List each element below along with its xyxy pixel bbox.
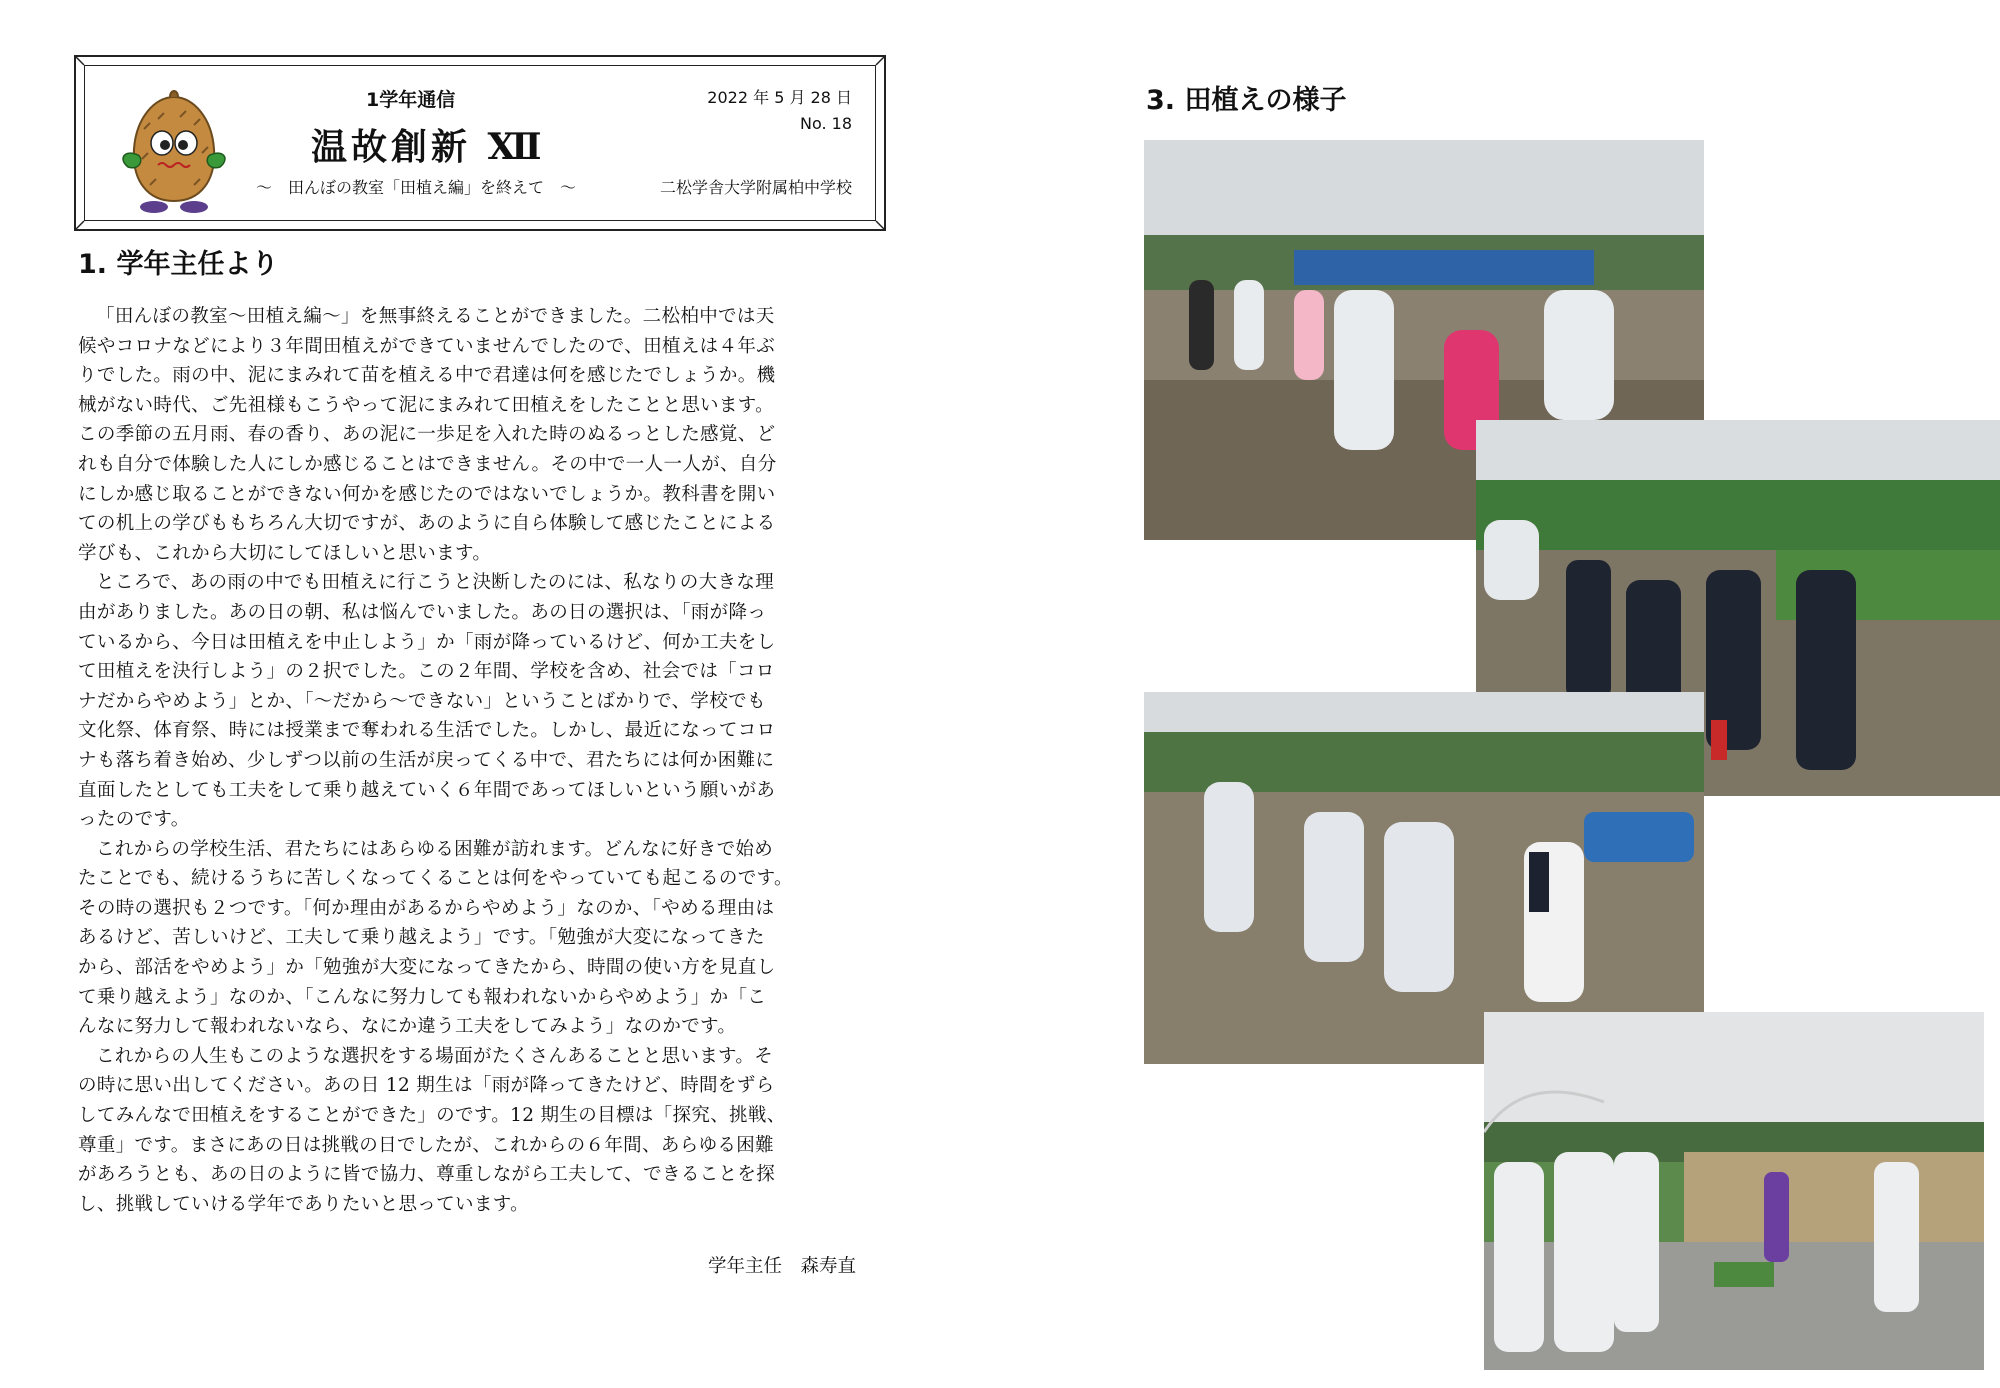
- rice-planting-photo-3: [1144, 692, 1704, 1064]
- newsletter-title: 温故創新 Ⅻ: [311, 126, 546, 168]
- body-text-line: て田植えを決行しよう」の２択でした。この２年間、学校を含め、社会では「コロ: [78, 661, 775, 683]
- body-text-line: あるけど、苦しいけど、工夫して乗り越えよう」です。「勉強が大変になってきた: [78, 927, 765, 949]
- section-heading-grade-leader: 1. 学年主任より: [78, 249, 279, 280]
- body-text-line: んなに努力して報われないなら、なにか違う工夫をしてみよう」なのかです。: [78, 1016, 737, 1038]
- newsletter-header: [74, 55, 886, 231]
- body-text-line: ナだからやめよう」とか、「～だから～できない」ということばかりで、学校でも: [78, 690, 766, 712]
- body-text-line: 械がない時代、ご先祖様もこうやって泥にまみれて田植えをしたことと思います。: [78, 394, 774, 416]
- body-text-line: してみんなで田植えをすることができた」のです。12 期生の目標は「探究、挑戦、: [78, 1105, 786, 1127]
- body-text-line: 「田んぼの教室～田植え編～」を無事終えることができました。二松柏中では天: [96, 306, 775, 327]
- body-text-line: ナも落ち着き始め、少しずつ以前の生活が戻ってくる中で、君たちには何か困難に: [78, 749, 775, 771]
- body-text-line: ているから、今日は田植えを中止しよう」か「雨が降っているけど、何か工夫をし: [78, 631, 776, 653]
- mascot-acorn-icon: [114, 89, 234, 217]
- body-text-line: その時の選択も２つです。「何か理由があるからやめよう」なのか、「やめる理由は: [78, 897, 775, 919]
- body-text-line: 由がありました。あの日の朝、私は悩んでいました。あの日の選択は、「雨が降っ: [78, 601, 767, 623]
- issue-number: No. 18: [799, 114, 852, 133]
- body-text-line: たことでも、続けるうちに苦しくなってくることは何をやっていても起こるのです。: [78, 868, 793, 890]
- signature: 学年主任 森寿直: [707, 1256, 856, 1277]
- school-name: 二松学舎大学附属柏中学校: [659, 178, 852, 197]
- body-text-line: りでした。雨の中、泥にまみれて苗を植える中で君達は何を感じたでしょうか。機: [78, 365, 776, 387]
- body-text-line: の時に思い出してください。あの日 12 期生は「雨が降ってきたけど、時間をずら: [78, 1075, 775, 1097]
- body-text-line: があろうとも、あの日のように皆で協力、尊重しながら工夫して、できることを探: [78, 1164, 776, 1186]
- body-text-line: 学びも、これから大切にしてほしいと思います。: [78, 542, 492, 564]
- body-text-line: 文化祭、体育祭、時には授業まで奪われる生活でした。しかし、最近になってコロ: [78, 720, 776, 742]
- body-text-line: れも自分で体験した人にしか感じることはできません。その中で一人一人が、自分: [78, 453, 777, 475]
- body-text-line: これからの学校生活、君たちにはあらゆる困難が訪れます。どんなに好きで始め: [96, 838, 774, 860]
- body-text-line: この季節の五月雨、春の香り、あの泥に一歩足を入れた時のぬるっとした感覚、ど: [78, 424, 776, 446]
- section-heading-rice-planting: 3. 田植えの様子: [1146, 85, 1347, 116]
- body-text-line: ったのです。: [78, 809, 190, 831]
- body-text-line: から、部活をやめよう」か「勉強が大変になってきたから、時間の使い方を見直し: [78, 957, 776, 979]
- rice-planting-photo-4: [1484, 1012, 1984, 1370]
- issue-date: 2022 年 5 月 28 日: [707, 88, 852, 107]
- grade-label: 1学年通信: [366, 89, 456, 111]
- body-text-line: これからの人生もこのような選択をする場面がたくさんあることと思います。そ: [96, 1045, 774, 1067]
- body-text-line: ところで、あの雨の中でも田植えに行こうと決断したのには、私なりの大きな理: [96, 572, 775, 594]
- body-text-line: 尊重」です。まさにあの日は挑戦の日でしたが、これからの６年間、あらゆる困難: [78, 1134, 774, 1156]
- body-text-line: 候やコロナなどにより３年間田植えができていませんでしたので、田植えは４年ぶ: [78, 335, 776, 357]
- body-text-line: にしか感じ取ることができない何かを感じたのではないでしょうか。教科書を開い: [78, 483, 776, 505]
- grade-leader-message: [78, 302, 868, 1219]
- right-page: [1000, 0, 2000, 1388]
- body-text-line: し、挑戦していける学年でありたいと思っています。: [78, 1193, 529, 1215]
- newsletter-subtitle: ～ 田んぼの教室「田植え編」を終えて ～: [256, 178, 577, 197]
- body-text-line: 直面したとしても工夫をして乗り越えていく６年間であってほしいという願いがあ: [78, 779, 776, 801]
- body-text-line: ての机上の学びももちろん大切ですが、あのように自ら体験して感じたことによる: [78, 513, 776, 535]
- body-text-line: て乗り越えよう」なのか、「こんなに努力しても報われないからやめよう」か「こ: [78, 986, 767, 1008]
